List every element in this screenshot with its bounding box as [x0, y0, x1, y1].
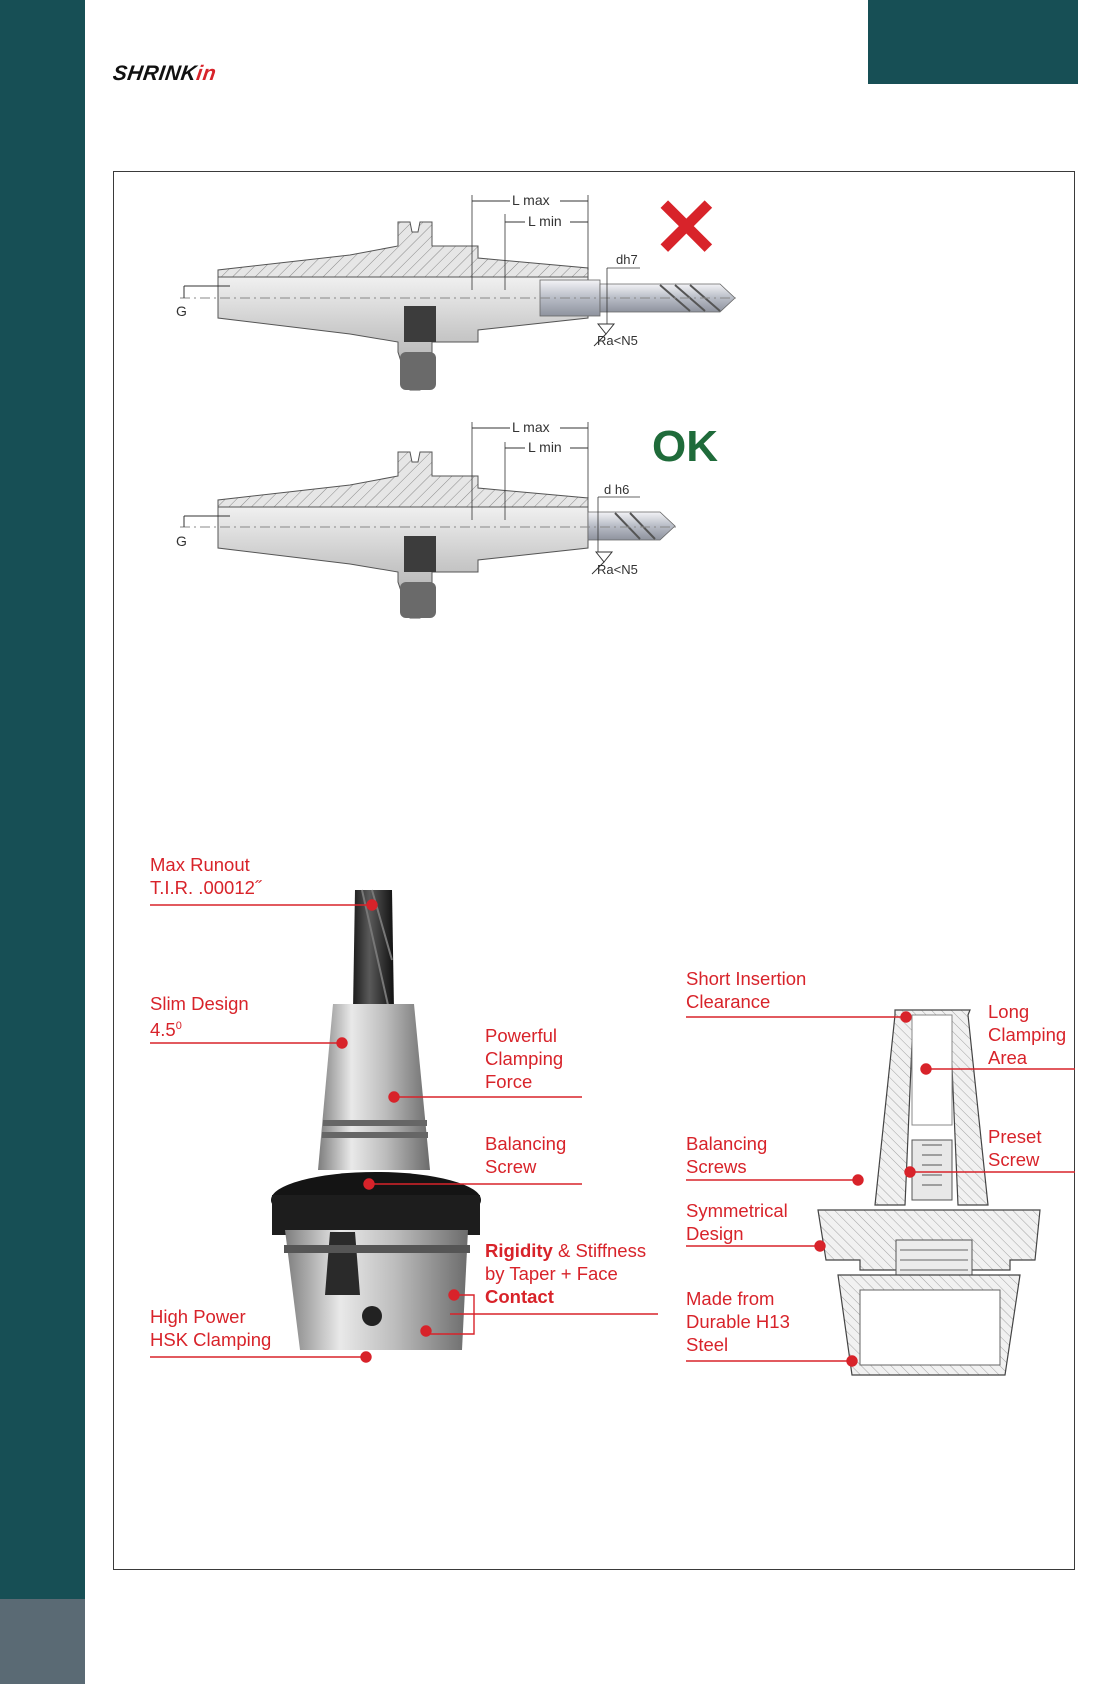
sidebar-footer-block: [0, 1599, 85, 1684]
label-long-clamping: Long Clamping Area: [988, 1001, 1067, 1068]
label-slim-design: Slim Design $4.5^0$: [150, 993, 249, 1041]
label-hsk-clamping: High Power HSK Clamping: [150, 1306, 272, 1350]
label-max-runout: Max Runout T.I.R. .00012˝: [150, 854, 262, 898]
l-min-label: L min: [528, 439, 562, 455]
roughness-label: Ra<N5: [597, 333, 638, 348]
label-balancing-screws: Balancing Screws: [686, 1133, 768, 1177]
label-rigidity: Rigidity & Stiffness by Taper + Face Contact: [485, 1240, 647, 1307]
g-label: G: [176, 533, 187, 549]
label-preset-screw: Preset Screw: [988, 1126, 1042, 1170]
label-made-from-h13: Made from Durable H13 Steel: [686, 1288, 790, 1355]
diameter-tolerance-label: d h6: [604, 482, 630, 497]
shrinkin-logo: SHRINKin: [111, 62, 218, 85]
diagram-wrong: [176, 183, 740, 390]
roughness-label: Ra<N5: [597, 562, 638, 577]
tool-holder-diagrams: [0, 0, 1101, 660]
label-balancing-screw: Balancing Screw: [485, 1133, 567, 1177]
l-max-label: L max: [512, 192, 550, 208]
g-label: G: [176, 303, 187, 319]
label-powerful-clamping: Powerful Clamping Force: [485, 1025, 564, 1092]
hsk-holder-illustration: [271, 890, 481, 1350]
l-max-label: L max: [512, 419, 550, 435]
ok-mark: OK: [652, 422, 718, 471]
wrong-mark-icon: ✕: [652, 183, 721, 274]
l-min-label: L min: [528, 213, 562, 229]
label-short-insertion: Short Insertion Clearance: [686, 968, 807, 1012]
label-symmetrical-design: Symmetrical Design: [686, 1200, 788, 1244]
diameter-tolerance-label: dh7: [616, 252, 638, 267]
diagram-correct: [176, 419, 718, 618]
